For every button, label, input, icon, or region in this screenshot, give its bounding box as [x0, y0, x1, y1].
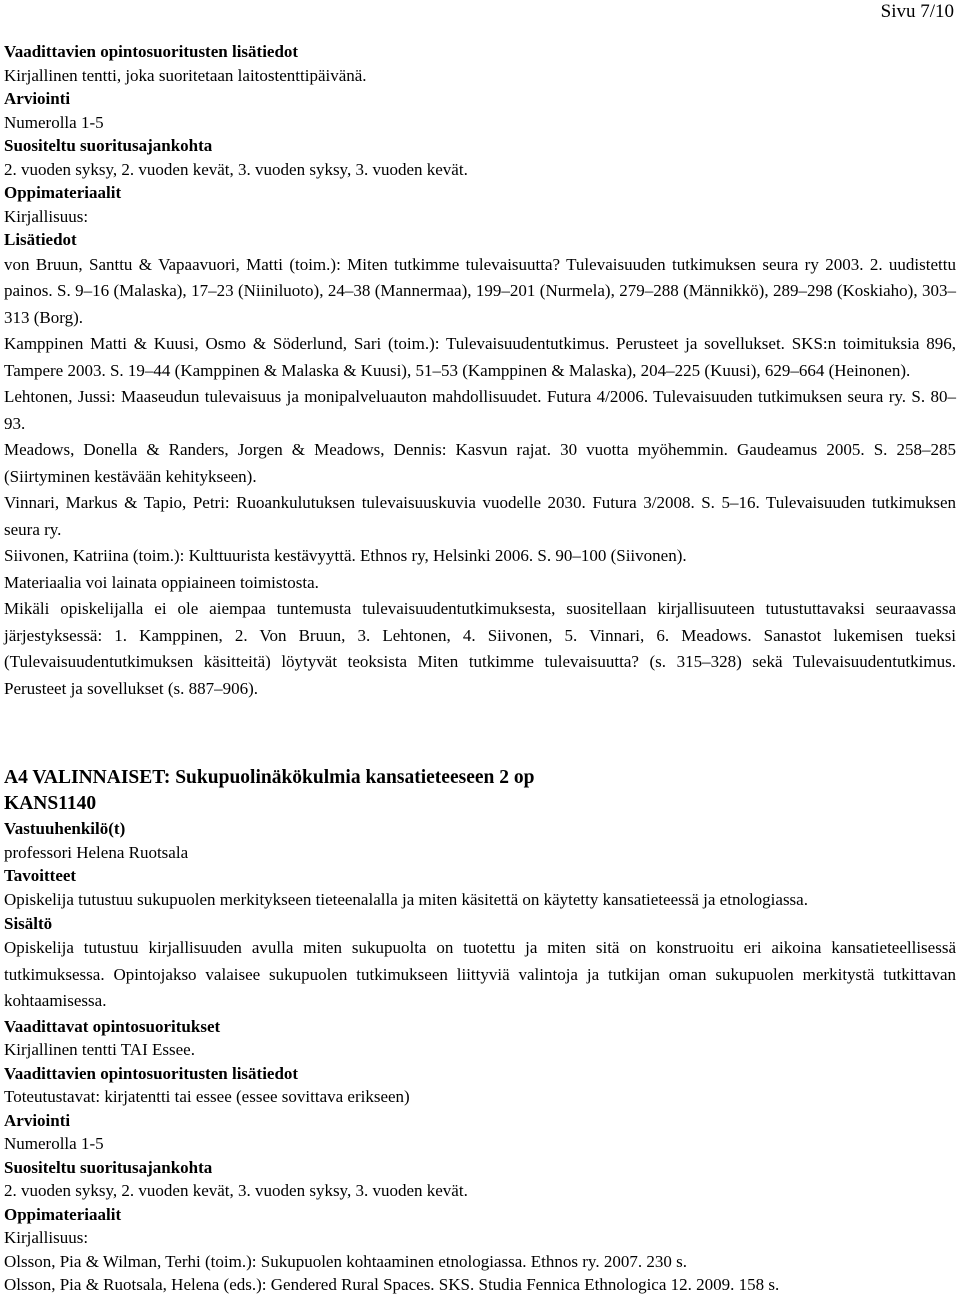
- reference-item: Vinnari, Markus & Tapio, Petri: Ruoankulutuksen tulevaisuuskuvia vuodelle 2030. Futura 3/2008. S. 5–16. Tulevaisuuden tutkimuksen seura ry.: [4, 493, 956, 539]
- heading-grading: Arviointi: [4, 89, 71, 108]
- grading: Numerolla 1-5: [4, 112, 104, 132]
- heading-grading: Arviointi: [4, 1110, 71, 1130]
- heading-additional-info: Lisätiedot: [4, 230, 77, 249]
- requirements-details: Kirjallinen tentti, joka suoritetaan laitostenttipäivänä.: [4, 65, 367, 85]
- course-code: KANS1140: [4, 793, 97, 814]
- required-work: Kirjallinen tentti TAI Essee.: [4, 1040, 195, 1059]
- reference-item: Lehtonen, Jussi: Maaseudun tulevaisuus ja monipalveluauton mahdollisuudet. Futura 4/2006. Tulevaisuuden tutkimuksen seura ry. S. 80–93.: [4, 387, 956, 433]
- objectives: Opiskelija tutustuu sukupuolen merkitykseen tieteenalalla ja miten käsitettä on käytetty kansatieteessä ja etnologiassa.: [4, 889, 808, 909]
- heading-objectives: Tavoitteet: [4, 866, 77, 885]
- content: Opiskelija tutustuu kirjallisuuden avulla miten sukupuolta on tuotettu ja miten sitä on konstruoitu eri aikoina kansatieteellisessä tutkimuksessa. Opintojakso valaisee sukupuolen tutkimukseen liittyviä valintoja ja tutkijan oman sukupuolen merkitystä tutkittavan kohtaamisessa.: [4, 938, 956, 1010]
- heading-materials: Oppimateriaalit: [4, 183, 122, 202]
- heading-responsible: Vastuuhenkilö(t): [4, 819, 126, 838]
- lending-note: Materiaalia voi lainata oppiaineen toimistosta.: [4, 572, 319, 592]
- reference-item: Olsson, Pia & Wilman, Terhi (toim.): Sukupuolen kohtaaminen etnologiassa. Ethnos ry. 2007. 230 s.: [4, 1251, 687, 1271]
- reference-item: Siivonen, Katriina (toim.): Kulttuurista kestävyyttä. Ethnos ry, Helsinki 2006. S. 90–100 (Siivonen).: [4, 546, 687, 565]
- heading-requirements-details: Vaadittavien opintosuoritusten lisätiedot: [4, 42, 299, 61]
- reference-item: Olsson, Pia & Ruotsala, Helena (eds.): Gendered Rural Spaces. SKS. Studia Fennica Ethnologica 12. 2009. 158 s.: [4, 1275, 780, 1294]
- heading-materials: Oppimateriaalit: [4, 1204, 122, 1224]
- heading-timing: Suositeltu suoritusajankohta: [4, 136, 213, 155]
- responsible-person: professori Helena Ruotsala: [4, 842, 189, 862]
- literature-label: Kirjallisuus:: [4, 1228, 89, 1247]
- timing: 2. vuoden syksy, 2. vuoden kevät, 3. vuoden syksy, 3. vuoden kevät.: [4, 1181, 468, 1200]
- reference-item: Meadows, Donella & Randers, Jorgen & Meadows, Dennis: Kasvun rajat. 30 vuotta myöhemmin. Gaudeamus 2005. S. 258–285 (Siirtyminen kestävään kehitykseen).: [4, 440, 956, 486]
- heading-content: Sisältö: [4, 913, 53, 933]
- page-number: Sivu 7/10: [880, 1, 954, 22]
- literature-label: Kirjallisuus:: [4, 206, 89, 226]
- heading-required-work: Vaadittavat opintosuoritukset: [4, 1016, 221, 1036]
- course-title: A4 VALINNAISET: Sukupuolinäkökulmia kansatieteeseen 2 op: [4, 767, 535, 788]
- document-body: [4, 40, 956, 1297]
- grading: Numerolla 1-5: [4, 1134, 104, 1153]
- reference-item: Kamppinen Matti & Kuusi, Osmo & Söderlund, Sari (toim.): Tulevaisuudentutkimus. Perusteet ja sovellukset. SKS:n toimituksia 896, Tampere 2003. S. 19–44 (Kamppinen & Malaska & Kuusi), 51–53 (Kamppinen & Malaska), 204–225 (Kuusi), 629–664 (Heinonen).: [4, 334, 956, 380]
- timing: 2. vuoden syksy, 2. vuoden kevät, 3. vuoden syksy, 3. vuoden kevät.: [4, 159, 468, 179]
- heading-timing: Suositeltu suoritusajankohta: [4, 1157, 213, 1177]
- requirements-details: Toteutustavat: kirjatentti tai essee (essee sovittava erikseen): [4, 1087, 410, 1106]
- heading-requirements-details: Vaadittavien opintosuoritusten lisätiedot: [4, 1063, 299, 1083]
- reading-order-note: Mikäli opiskelijalla ei ole aiempaa tuntemusta tulevaisuudentutkimuksesta, suositellaan kirjallisuuteen tutustuttavaksi seuraavassa järjestyksessä: 1. Kamppinen, 2. Von Bruun, 3. Lehtonen, 4. Siivonen, 5. Vinnari, 6. Meadows. Sanastot lukemisen tueksi (Tulevaisuudentutkimuksen käsitteitä) löytyvät teoksista Miten tutkimme tulevaisuutta? (s. 315–328) sekä Tulevaisuudentutkimus. Perusteet ja sovellukset (s. 887–906).: [4, 599, 956, 698]
- reference-item: von Bruun, Santtu & Vapaavuori, Matti (toim.): Miten tutkimme tulevaisuutta? Tulevaisuuden tutkimuksen seura ry 2003. 2. uudistettu painos. S. 9–16 (Malaska), 17–23 (Niiniluoto), 24–38 (Mannermaa), 199–201 (Nurmela), 279–288 (Männikkö), 289–298 (Koskiaho), 303–313 (Borg).: [4, 254, 956, 327]
